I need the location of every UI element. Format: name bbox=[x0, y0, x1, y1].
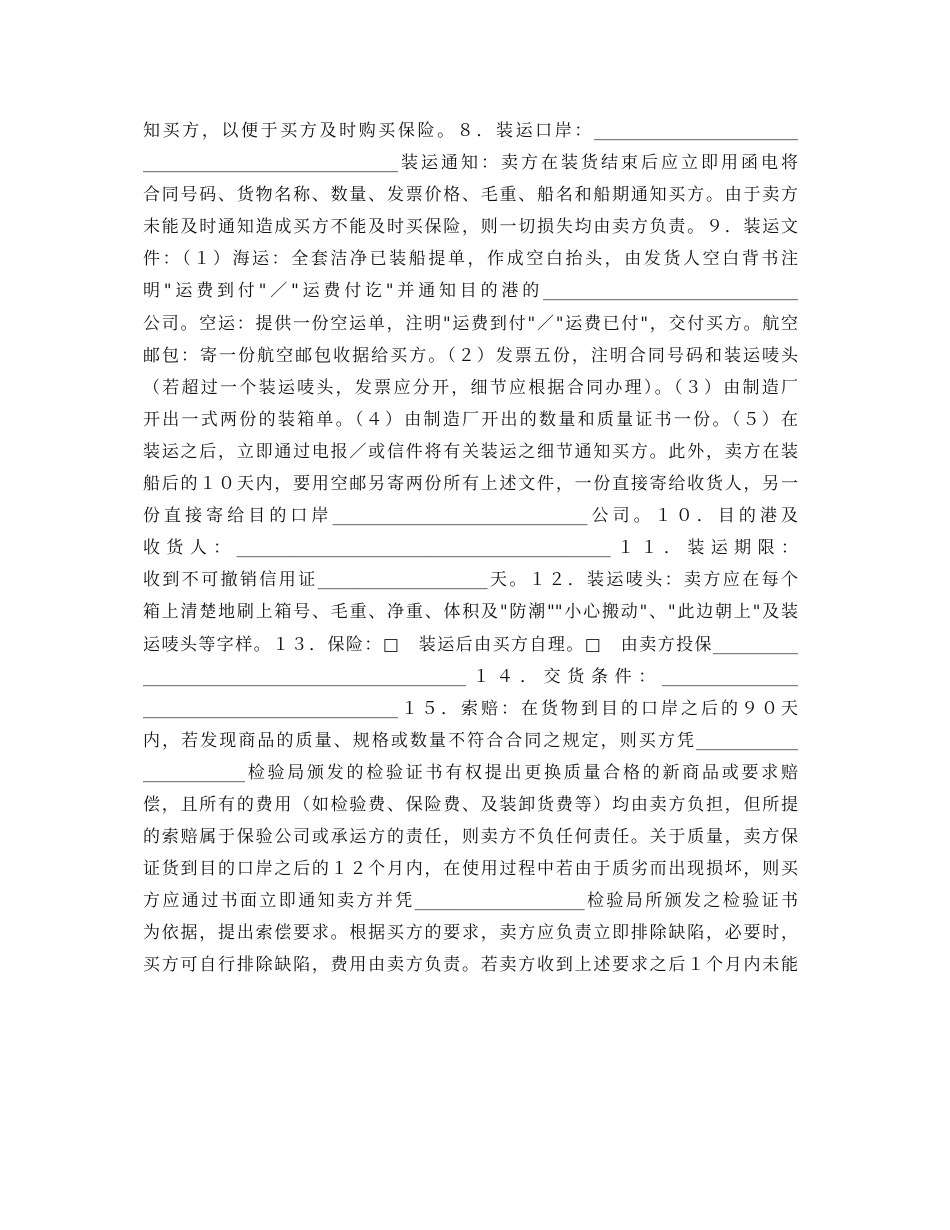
text-line: 收到不可撤销信用证____________________天。１２．装运唛头：卖方应在每个 bbox=[143, 570, 798, 591]
text-line: 件：（１）海运：全套洁净已装船提单，作成空白抬头，由发货人空白背书注 bbox=[143, 249, 798, 270]
text-line: 为依据，提出索偿要求。根据买方的要求，卖方应负责立即排除缺陷，必要时， bbox=[143, 923, 798, 944]
text-line: ______________________________________１４．交货条件：________________ bbox=[143, 666, 798, 687]
text-line: 开出一式两份的装箱单。（４）由制造厂开出的数量和质量证书一份。（５）在 bbox=[143, 409, 798, 430]
text-line: 买方可自行排除缺陷，费用由卖方负责。若卖方收到上述要求之后１个月内未能 bbox=[143, 955, 798, 976]
text-line: 合同号码、货物名称、数量、发票价格、毛重、船名和船期通知买方。由于卖方 bbox=[143, 185, 798, 206]
text-line: （若超过一个装运唛头，发票应分开，细节应根据合同办理）。（３）由制造厂 bbox=[143, 377, 798, 398]
text-line: ____________检验局颁发的检验证书有权提出更换质量合格的新商品或要求赔 bbox=[143, 762, 798, 783]
text-line: 收货人：____________________________________________１１．装运期限： bbox=[143, 538, 798, 559]
text-line: 邮包：寄一份航空邮包收据给买方。（２）发票五份，注明合同号码和装运唛头 bbox=[143, 345, 798, 366]
text-line: 份直接寄给目的口岸______________________________公司。１０．目的港及 bbox=[143, 506, 798, 527]
text-line: 知买方，以便于买方及时购买保险。８．装运口岸：________________________ bbox=[143, 121, 798, 141]
text-line: 公司。空运：提供一份空运单，注明"运费到付"／"运费已付"，交付买方。航空 bbox=[143, 313, 798, 334]
text-line: 箱上清楚地刷上箱号、毛重、净重、体积及"防潮""小心搬动"、"此边朝上"及装 bbox=[143, 602, 798, 623]
text-line: ______________________________装运通知：卖方在装货结束后应立即用函电将 bbox=[143, 153, 798, 174]
text-line: 运唛头等字样。１３．保险：□ 装运后由买方自理。□ 由卖方投保__________ bbox=[143, 634, 798, 655]
text-line: 偿，且所有的费用（如检验费、保险费、及装卸货费等）均由卖方负担，但所提 bbox=[143, 794, 798, 815]
text-line: 证货到目的口岸之后的１２个月内，在使用过程中若由于质劣而出现损坏，则买 bbox=[143, 859, 798, 880]
text-line: 的索赔属于保验公司或承运方的责任，则卖方不负任何责任。关于质量，卖方保 bbox=[143, 827, 798, 848]
text-line: 方应通过书面立即通知卖方并凭____________________检验局所颁发之检验证书 bbox=[143, 891, 798, 912]
text-line: 内，若发现商品的质量、规格或数量不符合合同之规定，则买方凭____________ bbox=[143, 730, 798, 751]
text-line: 未能及时通知造成买方不能及时买保险，则一切损失均由卖方负责。９．装运文 bbox=[143, 217, 798, 238]
text-line: ______________________________１５．索赔：在货物到目的口岸之后的９０天 bbox=[143, 698, 798, 719]
text-line: 装运之后，立即通过电报／或信件将有关装运之细节通知买方。此外，卖方在装 bbox=[143, 441, 798, 462]
document-body bbox=[143, 115, 798, 982]
text-line: 船后的１０天内，要用空邮另寄两份所有上述文件，一份直接寄给收货人，另一 bbox=[143, 474, 798, 495]
text-line: 明"运费到付"／"运费付讫"并通知目的港的______________________________ bbox=[143, 281, 798, 302]
